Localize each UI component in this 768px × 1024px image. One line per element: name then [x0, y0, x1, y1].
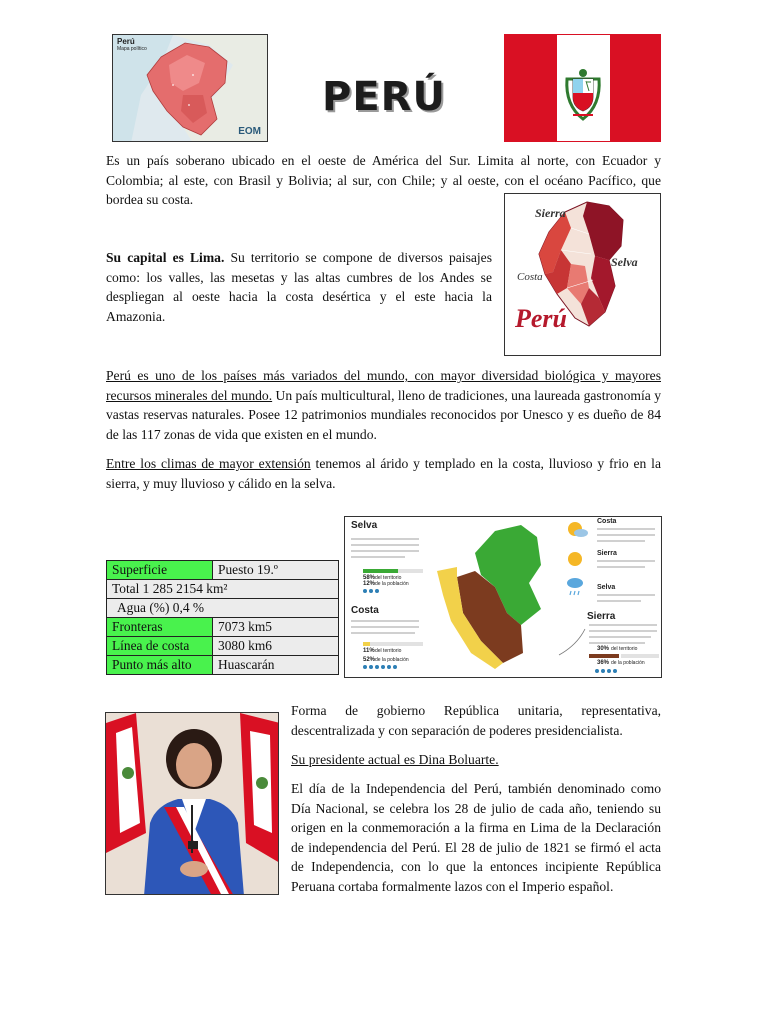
sierra-pop-pct: 36% — [597, 660, 610, 666]
table-row — [107, 618, 339, 637]
highest-point-value: Huascarán — [213, 656, 339, 675]
table-row — [107, 637, 339, 656]
diversity-paragraph — [106, 366, 661, 444]
selva-title: Selva — [351, 520, 378, 531]
diversity-highlight: Perú es uno de los países más variados del mundo, con mayor diversidad biológica y mayores recursos minerales del mundo. — [106, 368, 661, 403]
map-subtitle: Mapa político — [117, 46, 147, 52]
costa-pop-pct: 52% — [363, 657, 376, 663]
regions-infographic — [344, 516, 662, 678]
political-map-image — [112, 34, 268, 142]
sierra-pop-label: de la población — [611, 660, 645, 666]
highest-point-label: Punto más alto — [107, 656, 213, 675]
peru-flag-image — [504, 34, 661, 142]
legend-costa: Costa — [597, 518, 617, 525]
fronteras-label: Fronteras — [107, 618, 213, 637]
superficie-value: Puesto 19.º — [213, 561, 339, 580]
selva-land-pct: 58% — [363, 575, 376, 581]
diversity-text: Un país multicultural, lleno de tradiciones, una laureada gastronomía y vastas reservas naturales. Posee 12 patrimonios mundiales reconocidos por Unesco y es dueño de 84 de las 117 zonas de vida que existen en el mundo. — [106, 387, 661, 442]
table-row — [107, 580, 339, 599]
selva-land-label: del territorio — [375, 575, 402, 581]
peru-script-label: Perú — [515, 304, 567, 333]
selva-pop-label: de la población — [375, 581, 409, 587]
president-line: Su presidente actual es Dina Boluarte. — [291, 752, 499, 767]
costa-label: Costa — [517, 271, 543, 283]
superficie-label: Superficie — [107, 561, 213, 580]
selva-land-bar — [363, 569, 398, 573]
coastline-label: Línea de costa — [107, 637, 213, 656]
costa-land-bar — [363, 642, 370, 646]
government-paragraph: Forma de gobierno República unitaria, representativa, descentralizada y con separación de poderes presidencialista. — [291, 703, 661, 738]
president-photo — [105, 712, 279, 895]
capital-text: Su territorio se compone de diversos paisajes como: los valles, las mesetas y las altas cumbres de los Andes se despliegan al oeste hacia la costa desértica y el este hacia la Amazonia. — [106, 250, 492, 324]
climate-paragraph — [106, 454, 661, 493]
eom-logo: EOM — [238, 126, 261, 137]
costa-pop-label: de la población — [375, 657, 409, 663]
water-share: Agua (%) 0,4 % — [107, 599, 339, 618]
sierra-land-label: del territorio — [611, 646, 638, 652]
intro-paragraph: Es un país soberano ubicado en el oeste de América del Sur. Limita al norte, con Ecuador y Colombia; al este, con Brasil y Bolivia; al sur, con Chile; y al oeste, con el océano Pacífico, que bordea su costa. — [106, 153, 661, 208]
sun-icon — [568, 552, 582, 566]
legend-sierra: Sierra — [597, 550, 617, 557]
selva-pop-pct: 12% — [363, 581, 376, 587]
coastline-value: 3080 km6 — [213, 637, 339, 656]
table-row — [107, 599, 339, 618]
facts-table — [106, 560, 339, 675]
total-area: Total 1 285 2154 km² — [107, 580, 339, 599]
capital-lead: Su capital es Lima. — [106, 250, 225, 265]
fronteras-value: 7073 km5 — [213, 618, 339, 637]
sierra-land-pct: 30% — [597, 646, 610, 652]
sierra-land-bar — [589, 654, 619, 658]
page-title: PERÚ — [322, 74, 446, 120]
map-title: Perú — [117, 37, 135, 46]
regions-map-image — [504, 193, 661, 356]
sierra-title: Sierra — [587, 611, 616, 622]
costa-title: Costa — [351, 605, 379, 616]
climate-text: tenemos al árido y templado en la costa, lluvioso y frio en la sierra, y muy lluvioso y cálido en la selva. — [106, 456, 661, 491]
legend-selva: Selva — [597, 584, 616, 591]
president-paragraph — [291, 750, 661, 770]
table-row — [107, 656, 339, 675]
selva-label: Selva — [611, 255, 638, 269]
costa-land-label: del territorio — [375, 648, 402, 654]
costa-land-pct: 11% — [363, 648, 375, 654]
sierra-label: Sierra — [535, 206, 566, 220]
climate-highlight: Entre los climas de mayor extensión — [106, 456, 311, 471]
independence-paragraph: El día de la Independencia del Perú, también denominado como Día Nacional, se celebra los 28 de julio de cada año, teniendo su origen en la conmemoración a la firma en Lima de la Declaración de independencia del Perú. El 28 de julio de 1821 se firmó el acta de Independencia, con lo que la entonces incipiente República Peruana cortaba formalmente lazos con el Imperio español. — [291, 781, 661, 894]
table-row — [107, 561, 339, 580]
capital-paragraph — [106, 248, 492, 326]
